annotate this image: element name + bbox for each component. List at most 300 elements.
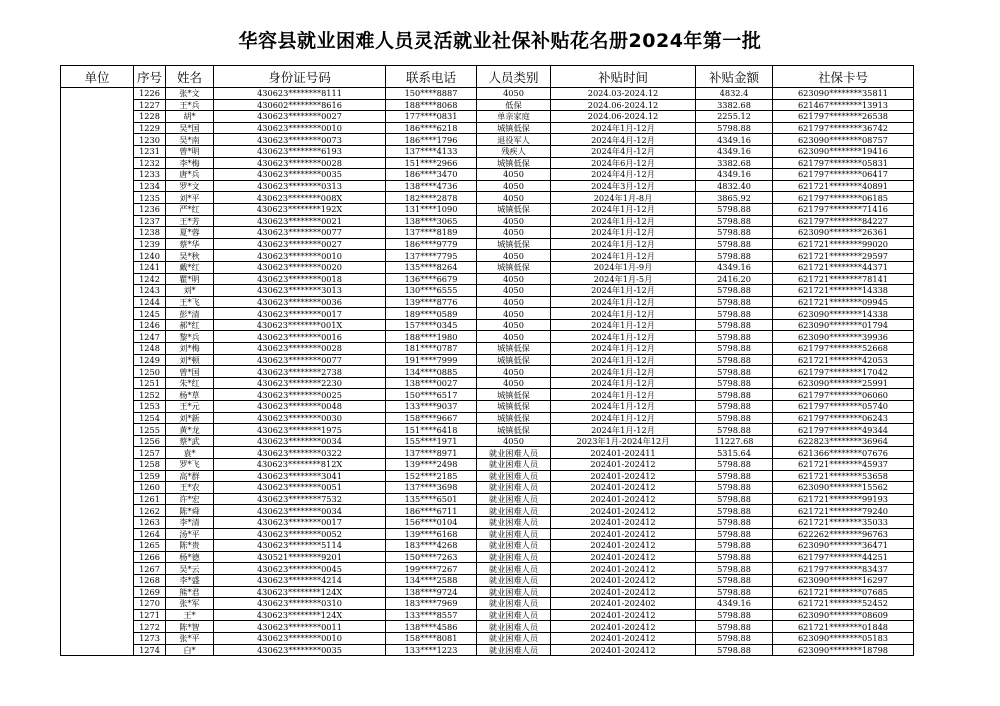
card-number-cell: 623090********15562 — [773, 482, 914, 494]
id-number-cell: 430602********8616 — [214, 99, 386, 111]
category-cell: 低保 — [477, 99, 551, 111]
category-cell: 就业困难人员 — [477, 621, 551, 633]
period-cell: 2024年1月-12月 — [551, 343, 696, 355]
name-cell: 吴*国 — [166, 122, 214, 134]
phone-cell: 150****6517 — [386, 389, 477, 401]
table-row — [61, 215, 914, 227]
phone-cell: 133****9037 — [386, 401, 477, 413]
phone-cell: 137****7795 — [386, 250, 477, 262]
period-cell: 2024.06-2024.12 — [551, 99, 696, 111]
id-number-cell: 430623********001X — [214, 319, 386, 331]
period-cell: 2024年4月-12月 — [551, 169, 696, 181]
amount-cell: 4832.4 — [696, 88, 773, 100]
period-cell: 2024.06-2024.12 — [551, 111, 696, 123]
card-number-cell: 621797********49344 — [773, 424, 914, 436]
card-number-cell: 621797********05740 — [773, 401, 914, 413]
name-cell: 黄*龙 — [166, 424, 214, 436]
phone-cell: 186****6218 — [386, 122, 477, 134]
amount-cell: 5798.88 — [696, 470, 773, 482]
period-cell: 202401-202402 — [551, 598, 696, 610]
period-cell: 202401-202412 — [551, 574, 696, 586]
category-cell: 城镇低保 — [477, 122, 551, 134]
serial-cell: 1262 — [134, 505, 166, 517]
table-row — [61, 470, 914, 482]
serial-cell: 1265 — [134, 540, 166, 552]
name-cell: 郝*红 — [166, 319, 214, 331]
table-row — [61, 424, 914, 436]
amount-cell: 5798.88 — [696, 528, 773, 540]
table-row — [61, 563, 914, 575]
table-row — [61, 319, 914, 331]
table-row — [61, 180, 914, 192]
serial-cell: 1238 — [134, 227, 166, 239]
period-cell: 2024年4月-12月 — [551, 145, 696, 157]
id-number-cell: 430623********0027 — [214, 111, 386, 123]
serial-cell: 1231 — [134, 145, 166, 157]
phone-cell: 152****2185 — [386, 470, 477, 482]
amount-cell: 5315.64 — [696, 447, 773, 459]
serial-cell: 1252 — [134, 389, 166, 401]
amount-cell: 5798.88 — [696, 493, 773, 505]
phone-cell: 139****8776 — [386, 296, 477, 308]
serial-cell: 1272 — [134, 621, 166, 633]
category-cell: 城镇低保 — [477, 203, 551, 215]
card-number-cell: 623090********14338 — [773, 308, 914, 320]
name-cell: 杨*草 — [166, 389, 214, 401]
table-row — [61, 192, 914, 204]
table-row — [61, 273, 914, 285]
card-number-cell: 621797********52668 — [773, 343, 914, 355]
id-number-cell: 430623********0010 — [214, 632, 386, 644]
table-row — [61, 459, 914, 471]
table-row — [61, 343, 914, 355]
amount-cell: 5798.88 — [696, 516, 773, 528]
category-cell: 城镇低保 — [477, 424, 551, 436]
table-row — [61, 111, 914, 123]
card-number-cell: 623090********35811 — [773, 88, 914, 100]
amount-cell: 5798.88 — [696, 319, 773, 331]
name-cell: 陈*智 — [166, 621, 214, 633]
category-cell: 城镇低保 — [477, 261, 551, 273]
period-cell: 2024年1月-12月 — [551, 401, 696, 413]
name-cell: 李*清 — [166, 516, 214, 528]
header-name: 姓名 — [166, 66, 214, 88]
table-row — [61, 122, 914, 134]
serial-cell: 1267 — [134, 563, 166, 575]
id-number-cell: 430521********9201 — [214, 551, 386, 563]
amount-cell: 3865.92 — [696, 192, 773, 204]
card-number-cell: 621797********83437 — [773, 563, 914, 575]
id-number-cell: 430623********0028 — [214, 343, 386, 355]
serial-cell: 1232 — [134, 157, 166, 169]
phone-cell: 155****1971 — [386, 435, 477, 447]
amount-cell: 5798.88 — [696, 632, 773, 644]
period-cell: 202401-202412 — [551, 586, 696, 598]
amount-cell: 5798.88 — [696, 574, 773, 586]
phone-cell: 151****6418 — [386, 424, 477, 436]
phone-cell: 177****0831 — [386, 111, 477, 123]
card-number-cell: 621797********06417 — [773, 169, 914, 181]
serial-cell: 1273 — [134, 632, 166, 644]
table-row — [61, 354, 914, 366]
serial-cell: 1263 — [134, 516, 166, 528]
category-cell: 就业困难人员 — [477, 447, 551, 459]
id-number-cell: 430623********5114 — [214, 540, 386, 552]
name-cell: 刘*平 — [166, 192, 214, 204]
period-cell: 2024.03-2024.12 — [551, 88, 696, 100]
category-cell: 4050 — [477, 192, 551, 204]
id-number-cell: 430623********0077 — [214, 354, 386, 366]
name-cell: 蔡*武 — [166, 435, 214, 447]
id-number-cell: 430623********0027 — [214, 238, 386, 250]
table-row — [61, 528, 914, 540]
id-number-cell: 430623********812X — [214, 459, 386, 471]
category-cell: 就业困难人员 — [477, 644, 551, 656]
card-number-cell: 622262********96763 — [773, 528, 914, 540]
amount-cell: 5798.88 — [696, 366, 773, 378]
period-cell: 2024年1月-12月 — [551, 215, 696, 227]
card-number-cell: 621721********35033 — [773, 516, 914, 528]
period-cell: 2024年6月-12月 — [551, 157, 696, 169]
phone-cell: 189****0589 — [386, 308, 477, 320]
id-number-cell: 430623********0034 — [214, 505, 386, 517]
id-number-cell: 430623********0010 — [214, 250, 386, 262]
category-cell: 4050 — [477, 88, 551, 100]
amount-cell: 11227.68 — [696, 435, 773, 447]
card-number-cell: 621721********09945 — [773, 296, 914, 308]
phone-cell: 150****8887 — [386, 88, 477, 100]
serial-cell: 1241 — [134, 261, 166, 273]
phone-cell: 183****4268 — [386, 540, 477, 552]
period-cell: 2023年1月-2024年12月 — [551, 435, 696, 447]
amount-cell: 5798.88 — [696, 227, 773, 239]
serial-cell: 1246 — [134, 319, 166, 331]
amount-cell: 4349.16 — [696, 261, 773, 273]
header-card-number: 社保卡号 — [773, 66, 914, 88]
table-body — [61, 88, 914, 656]
card-number-cell: 621721********40891 — [773, 180, 914, 192]
name-cell: 杨*德 — [166, 551, 214, 563]
serial-cell: 1271 — [134, 609, 166, 621]
phone-cell: 138****3065 — [386, 215, 477, 227]
amount-cell: 4349.16 — [696, 145, 773, 157]
phone-cell: 182****2878 — [386, 192, 477, 204]
phone-cell: 156****0104 — [386, 516, 477, 528]
phone-cell: 130****6555 — [386, 285, 477, 297]
name-cell: 张*军 — [166, 598, 214, 610]
table-row — [61, 609, 914, 621]
serial-cell: 1248 — [134, 343, 166, 355]
category-cell: 就业困难人员 — [477, 516, 551, 528]
name-cell: 刘* — [166, 285, 214, 297]
serial-cell: 1274 — [134, 644, 166, 656]
table-row — [61, 377, 914, 389]
table-row — [61, 296, 914, 308]
table-row — [61, 145, 914, 157]
phone-cell: 199****7267 — [386, 563, 477, 575]
card-number-cell: 621721********01848 — [773, 621, 914, 633]
table-row — [61, 157, 914, 169]
name-cell: 彭*清 — [166, 308, 214, 320]
amount-cell: 5798.88 — [696, 412, 773, 424]
phone-cell: 186****3470 — [386, 169, 477, 181]
name-cell: 王* — [166, 609, 214, 621]
table-row — [61, 540, 914, 552]
category-cell: 城镇低保 — [477, 157, 551, 169]
period-cell: 2024年1月-12月 — [551, 285, 696, 297]
name-cell: 罗*飞 — [166, 459, 214, 471]
phone-cell: 138****4736 — [386, 180, 477, 192]
period-cell: 2024年1月-12月 — [551, 250, 696, 262]
name-cell: 王*兵 — [166, 99, 214, 111]
period-cell: 202401-202412 — [551, 621, 696, 633]
card-number-cell: 623090********18798 — [773, 644, 914, 656]
category-cell: 退役军人 — [477, 134, 551, 146]
name-cell: 刘*新 — [166, 412, 214, 424]
serial-cell: 1242 — [134, 273, 166, 285]
name-cell: 唐*兵 — [166, 169, 214, 181]
category-cell: 城镇低保 — [477, 354, 551, 366]
serial-cell: 1235 — [134, 192, 166, 204]
card-number-cell: 623090********19416 — [773, 145, 914, 157]
header-category: 人员类别 — [477, 66, 551, 88]
category-cell: 4050 — [477, 366, 551, 378]
card-number-cell: 621797********06243 — [773, 412, 914, 424]
name-cell: 曾*明 — [166, 145, 214, 157]
id-number-cell: 430623********8111 — [214, 88, 386, 100]
card-number-cell: 621797********06185 — [773, 192, 914, 204]
name-cell: 严*红 — [166, 203, 214, 215]
serial-cell: 1270 — [134, 598, 166, 610]
serial-cell: 1239 — [134, 238, 166, 250]
category-cell: 就业困难人员 — [477, 551, 551, 563]
amount-cell: 5798.88 — [696, 238, 773, 250]
amount-cell: 5798.88 — [696, 285, 773, 297]
period-cell: 2024年1月-12月 — [551, 389, 696, 401]
id-number-cell: 430623********0017 — [214, 516, 386, 528]
id-number-cell: 430623********7532 — [214, 493, 386, 505]
category-cell: 城镇低保 — [477, 412, 551, 424]
period-cell: 2024年1月-12月 — [551, 308, 696, 320]
id-number-cell: 430623********008X — [214, 192, 386, 204]
header-subsidy-period: 补贴时间 — [551, 66, 696, 88]
category-cell: 4050 — [477, 319, 551, 331]
header-row — [61, 66, 914, 88]
phone-cell: 134****0885 — [386, 366, 477, 378]
name-cell: 黎*兵 — [166, 331, 214, 343]
period-cell: 2024年1月-12月 — [551, 319, 696, 331]
period-cell: 2024年1月-12月 — [551, 238, 696, 250]
card-number-cell: 621721********14338 — [773, 285, 914, 297]
name-cell: 汤*平 — [166, 528, 214, 540]
category-cell: 城镇低保 — [477, 238, 551, 250]
id-number-cell: 430623********0035 — [214, 644, 386, 656]
card-number-cell: 623090********08609 — [773, 609, 914, 621]
card-number-cell: 621797********05831 — [773, 157, 914, 169]
table-row — [61, 632, 914, 644]
id-number-cell: 430623********0048 — [214, 401, 386, 413]
id-number-cell: 430623********2230 — [214, 377, 386, 389]
card-number-cell: 621797********26538 — [773, 111, 914, 123]
amount-cell: 5798.88 — [696, 551, 773, 563]
serial-cell: 1266 — [134, 551, 166, 563]
category-cell: 残疾人 — [477, 145, 551, 157]
phone-cell: 188****1980 — [386, 331, 477, 343]
period-cell: 202401-202412 — [551, 459, 696, 471]
name-cell: 李*梅 — [166, 157, 214, 169]
period-cell: 2024年1月-12月 — [551, 296, 696, 308]
amount-cell: 5798.88 — [696, 459, 773, 471]
period-cell: 2024年1月-12月 — [551, 354, 696, 366]
period-cell: 202401-202412 — [551, 516, 696, 528]
name-cell: 吴*云 — [166, 563, 214, 575]
id-number-cell: 430623********0036 — [214, 296, 386, 308]
serial-cell: 1229 — [134, 122, 166, 134]
period-cell: 202401-202412 — [551, 644, 696, 656]
serial-cell: 1230 — [134, 134, 166, 146]
period-cell: 202401-202412 — [551, 505, 696, 517]
card-number-cell: 621797********71416 — [773, 203, 914, 215]
name-cell: 张*平 — [166, 632, 214, 644]
name-cell: 夏*蓉 — [166, 227, 214, 239]
card-number-cell: 621721********44371 — [773, 261, 914, 273]
card-number-cell: 621797********84227 — [773, 215, 914, 227]
name-cell: 胡* — [166, 111, 214, 123]
table-row — [61, 435, 914, 447]
amount-cell: 5798.88 — [696, 482, 773, 494]
table-row — [61, 285, 914, 297]
table-row — [61, 238, 914, 250]
table-row — [61, 644, 914, 656]
subsidy-roster-table — [60, 65, 914, 656]
phone-cell: 151****2966 — [386, 157, 477, 169]
table-row — [61, 516, 914, 528]
name-cell: 高*群 — [166, 470, 214, 482]
serial-cell: 1236 — [134, 203, 166, 215]
id-number-cell: 430623********0313 — [214, 180, 386, 192]
table-row — [61, 389, 914, 401]
serial-cell: 1247 — [134, 331, 166, 343]
period-cell: 202401-202412 — [551, 470, 696, 482]
serial-cell: 1269 — [134, 586, 166, 598]
category-cell: 就业困难人员 — [477, 598, 551, 610]
phone-cell: 188****8068 — [386, 99, 477, 111]
id-number-cell: 430623********124X — [214, 609, 386, 621]
serial-cell: 1268 — [134, 574, 166, 586]
name-cell: 熊*君 — [166, 586, 214, 598]
table-row — [61, 401, 914, 413]
card-number-cell: 623090********05183 — [773, 632, 914, 644]
card-number-cell: 621721********79240 — [773, 505, 914, 517]
serial-cell: 1243 — [134, 285, 166, 297]
category-cell: 就业困难人员 — [477, 632, 551, 644]
phone-cell: 186****9779 — [386, 238, 477, 250]
period-cell: 202401-202412 — [551, 482, 696, 494]
phone-cell: 133****1223 — [386, 644, 477, 656]
serial-cell: 1234 — [134, 180, 166, 192]
phone-cell: 186****1796 — [386, 134, 477, 146]
phone-cell: 135****8264 — [386, 261, 477, 273]
header-unit: 单位 — [61, 66, 134, 88]
category-cell: 就业困难人员 — [477, 459, 551, 471]
id-number-cell: 430623********3041 — [214, 470, 386, 482]
category-cell: 就业困难人员 — [477, 505, 551, 517]
table-row — [61, 88, 914, 100]
name-cell: 陈*贵 — [166, 540, 214, 552]
name-cell: 王*农 — [166, 482, 214, 494]
name-cell: 王*芳 — [166, 215, 214, 227]
amount-cell: 5798.88 — [696, 377, 773, 389]
category-cell: 就业困难人员 — [477, 482, 551, 494]
period-cell: 2024年1月-5月 — [551, 273, 696, 285]
name-cell: 许*宏 — [166, 493, 214, 505]
phone-cell: 150****7263 — [386, 551, 477, 563]
category-cell: 4050 — [477, 285, 551, 297]
name-cell: 李*盛 — [166, 574, 214, 586]
table-row — [61, 598, 914, 610]
phone-cell: 134****2588 — [386, 574, 477, 586]
category-cell: 就业困难人员 — [477, 609, 551, 621]
amount-cell: 5798.88 — [696, 586, 773, 598]
table-row — [61, 447, 914, 459]
card-number-cell: 621366********07676 — [773, 447, 914, 459]
category-cell: 就业困难人员 — [477, 563, 551, 575]
category-cell: 就业困难人员 — [477, 574, 551, 586]
serial-cell: 1258 — [134, 459, 166, 471]
name-cell: 白* — [166, 644, 214, 656]
card-number-cell: 621721********52452 — [773, 598, 914, 610]
serial-cell: 1228 — [134, 111, 166, 123]
card-number-cell: 623090********08757 — [773, 134, 914, 146]
period-cell: 2024年3月-12月 — [551, 180, 696, 192]
amount-cell: 5798.88 — [696, 122, 773, 134]
card-number-cell: 621721********45937 — [773, 459, 914, 471]
period-cell: 202401-202412 — [551, 540, 696, 552]
period-cell: 202401-202412 — [551, 563, 696, 575]
phone-cell: 133****8557 — [386, 609, 477, 621]
amount-cell: 5798.88 — [696, 644, 773, 656]
card-number-cell: 621797********36742 — [773, 122, 914, 134]
phone-cell: 138****9724 — [386, 586, 477, 598]
table-row — [61, 493, 914, 505]
category-cell: 4050 — [477, 273, 551, 285]
serial-cell: 1260 — [134, 482, 166, 494]
card-number-cell: 621721********78141 — [773, 273, 914, 285]
amount-cell: 5798.88 — [696, 609, 773, 621]
period-cell: 202401-202412 — [551, 609, 696, 621]
period-cell: 202401-202412 — [551, 493, 696, 505]
table-row — [61, 250, 914, 262]
amount-cell: 5798.88 — [696, 563, 773, 575]
period-cell: 2024年1月-12月 — [551, 331, 696, 343]
name-cell: 吴*秋 — [166, 250, 214, 262]
table-row — [61, 621, 914, 633]
period-cell: 202401-202412 — [551, 528, 696, 540]
serial-cell: 1233 — [134, 169, 166, 181]
name-cell: 王*飞 — [166, 296, 214, 308]
card-number-cell: 621797********44251 — [773, 551, 914, 563]
name-cell: 罗*文 — [166, 180, 214, 192]
category-cell: 4050 — [477, 435, 551, 447]
serial-cell: 1253 — [134, 401, 166, 413]
category-cell: 4050 — [477, 180, 551, 192]
phone-cell: 138****4586 — [386, 621, 477, 633]
amount-cell: 5798.88 — [696, 389, 773, 401]
phone-cell: 137****8971 — [386, 447, 477, 459]
amount-cell: 5798.88 — [696, 621, 773, 633]
serial-cell: 1250 — [134, 366, 166, 378]
table-row — [61, 331, 914, 343]
